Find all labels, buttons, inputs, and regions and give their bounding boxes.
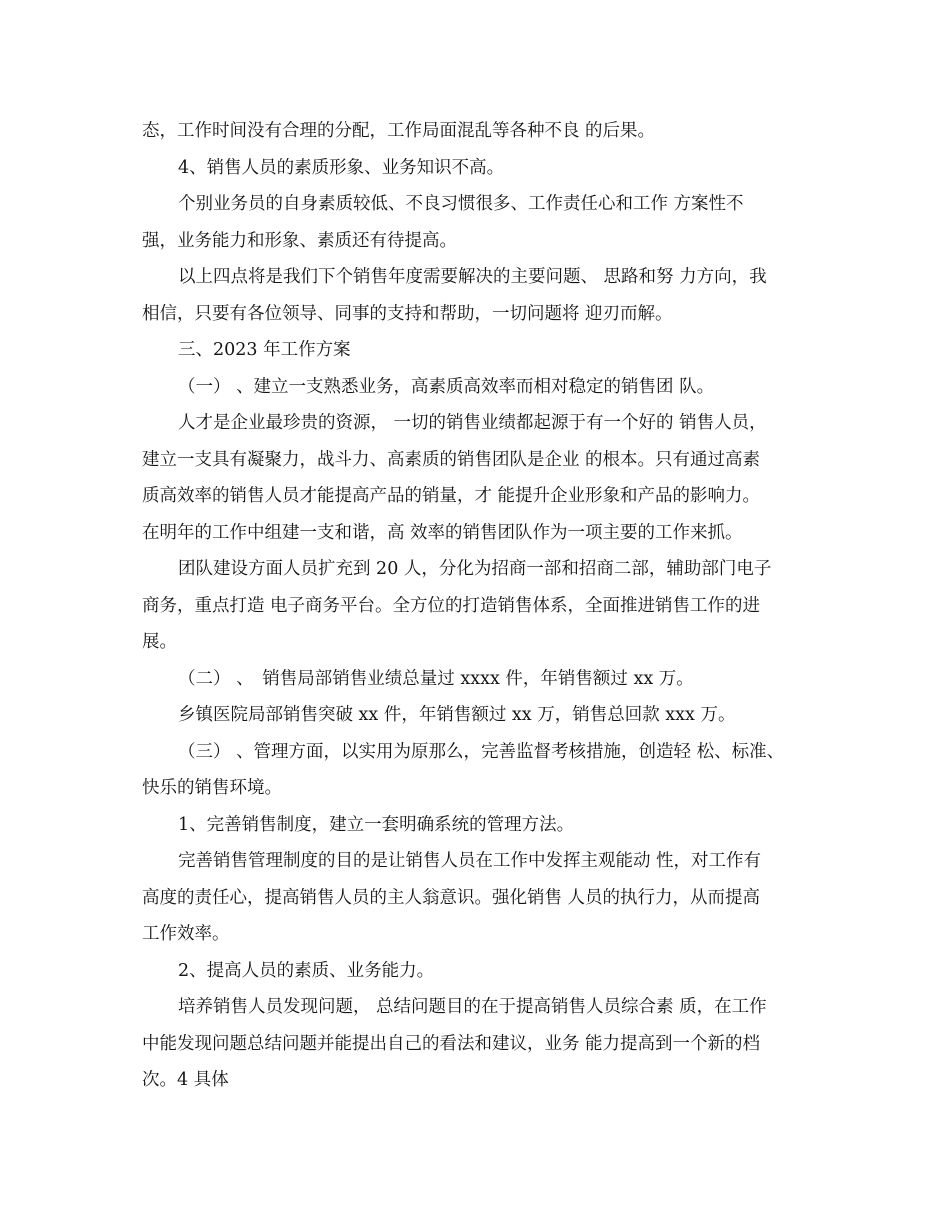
subsection-heading: （一） 、建立一支熟悉业务，高素质高效率而相对稳定的销售团 队。 (178, 376, 715, 397)
text-line: 人才是企业最珍贵的资源， 一切的销售业绩都起源于有一个好的 销售人员， (178, 413, 767, 433)
text-line: 展。 (142, 632, 177, 652)
section-heading: 三、2023 年工作方案 (178, 340, 351, 360)
list-item-heading: 1、完善销售制度，建立一套明确系统的管理方法。 (178, 814, 575, 835)
text-line: 建立一支具有凝聚力，战斗力、高素质的销售团队是企业 的根本。只有通过高素 (142, 449, 761, 470)
text-line: 个别业务员的自身素质较低、不良习惯很多、工作责任心和工作 方案性不 (178, 194, 744, 214)
text-line: 商务，重点打造 电子商务平台。全方位的打造销售体系，全面推进销售工作的进 (142, 595, 761, 616)
text-line: 质高效率的销售人员才能提高产品的销量，才 能提升企业形象和产品的影响力。 (142, 486, 761, 506)
text-line: 4、销售人员的素质形象、业务知识不高。 (178, 157, 505, 178)
text-line: 次。4 具体 (142, 1070, 229, 1090)
document-body (142, 113, 812, 1099)
subsection-heading: （三） 、管理方面，以实用为原那么，完善监督考核措施，创造轻 松、标准、 (178, 741, 785, 762)
text-line: 培养销售人员发现问题， 总结问题目的在于提高销售人员综合素 质，在工作 (178, 997, 767, 1017)
text-line: 以上四点将是我们下个销售年度需要解决的主要问题、 思路和努 力方向，我 (178, 267, 767, 287)
list-item-heading: 2、提高人员的素质、业务能力。 (178, 960, 435, 981)
text-line: 中能发现问题总结问题并能提出自己的看法和建议，业务 能力提高到一个新的档 (142, 1033, 761, 1054)
text-line: 在明年的工作中组建一支和谐，高 效率的销售团队作为一项主要的工作来抓。 (142, 522, 743, 543)
text-line: 态，工作时间没有合理的分配，工作局面混乱等各种不良 的后果。 (142, 121, 656, 141)
text-line: 相信，只要有各位领导、同事的支持和帮助，一切问题将 迎刃而解。 (142, 303, 673, 324)
text-line: 完善销售管理制度的目的是让销售人员在工作中发挥主观能动 性，对工作有 (178, 851, 762, 871)
text-line: 强，业务能力和形象、素质还有待提高。 (142, 230, 457, 251)
text-line: 工作效率。 (142, 924, 230, 944)
subsection-heading: （二） 、 销售局部销售业绩总量过 xxxx 件，年销售额过 xx 万。 (178, 668, 694, 689)
text-line: 团队建设方面人员扩充到 20 人，分化为招商一部和招商二部，辅助部门电子 (178, 559, 772, 579)
text-line: 乡镇医院局部销售突破 xx 件，年销售额过 xx 万，销售总回款 xxx 万。 (178, 705, 736, 725)
text-line: 快乐的销售环境。 (142, 778, 282, 798)
text-line: 高度的责任心，提高销售人员的主人翁意识。强化销售 人员的执行力，从而提高 (142, 887, 761, 908)
